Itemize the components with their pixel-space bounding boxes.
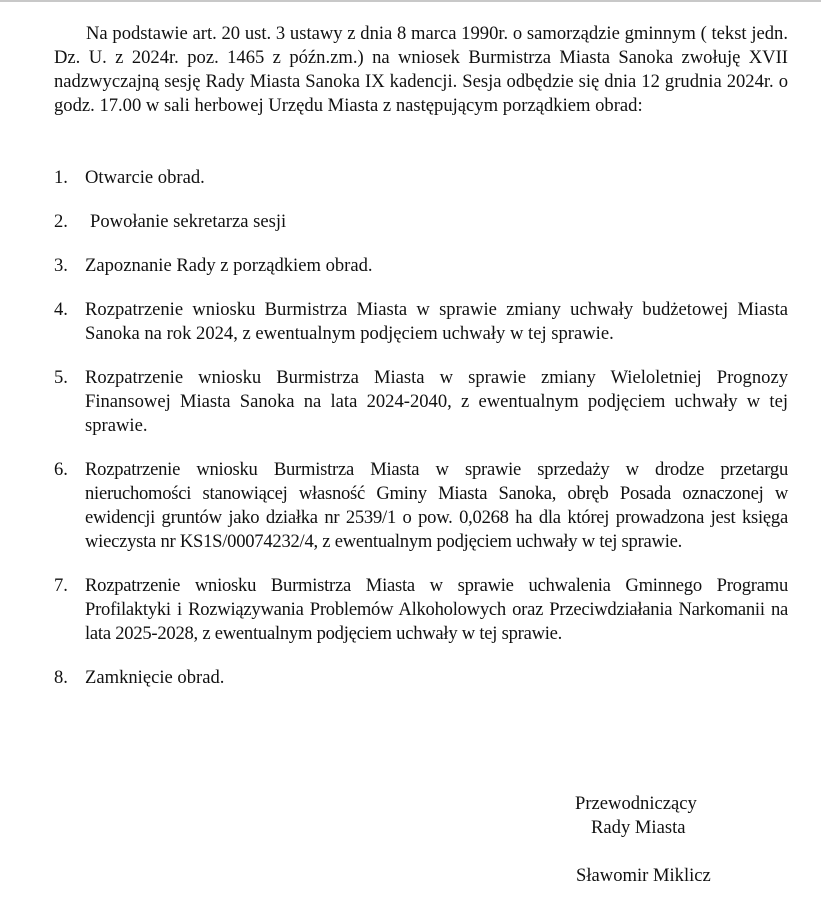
- agenda-item: [54, 458, 788, 554]
- signature-name: Sławomir Miklicz: [576, 865, 711, 886]
- top-divider: [0, 0, 821, 2]
- agenda-item-text: Zapoznanie Rady z porządkiem obrad.: [85, 255, 373, 276]
- agenda-item: [54, 254, 788, 278]
- agenda-list: [54, 166, 788, 710]
- agenda-item-number: 7.: [54, 575, 68, 596]
- agenda-item-text: Rozpatrzenie wniosku Burmistrza Miasta w sprawie uchwalenia Gminnego Programu Profilaktyki i Rozwiązywania Problemów Alkoholowych oraz Przeciwdziałania Narkomanii na lata 2025-2028, z ewentualnym podjęciem uchwały w tej sprawie.: [85, 575, 788, 644]
- agenda-item: [54, 666, 788, 690]
- signature-subtitle: Rady Miasta: [591, 817, 686, 838]
- agenda-item-number: 5.: [54, 367, 68, 388]
- agenda-item-text: Rozpatrzenie wniosku Burmistrza Miasta w sprawie zmiany uchwały budżetowej Miasta Sanoka na rok 2024, z ewentualnym podjęciem uchwały w tej sprawie.: [85, 299, 788, 344]
- intro-paragraph: Na podstawie art. 20 ust. 3 ustawy z dnia 8 marca 1990r. o samorządzie gminnym ( tekst jedn. Dz. U. z 2024r. poz. 1465 z późn.zm.) na wniosek Burmistrza Miasta Sanoka zwołuję XVII nadzwyczajną sesję Rady Miasta Sanoka IX kadencji. Sesja odbędzie się dnia 12 grudnia 2024r. o godz. 17.00 w sali herbowej Urzędu Miasta z następującym porządkiem obrad:: [54, 23, 788, 116]
- signature-block: [575, 792, 735, 888]
- agenda-item: [54, 298, 788, 346]
- agenda-item-text: Powołanie sekretarza sesji: [90, 211, 287, 232]
- agenda-item-number: 4.: [54, 299, 68, 320]
- agenda-item-text: Rozpatrzenie wniosku Burmistrza Miasta w sprawie sprzedaży w drodze przetargu nieruchomości stanowiącej własność Gminy Miasta Sanoka, obręb Posada oznaczonej w ewidencji gruntów jako działka nr 2539/1 o pow. 0,0268 ha dla której prowadzona jest księga wieczysta nr KS1S/00074232/4, z ewentualnym podjęciem uchwały w tej sprawie.: [85, 459, 788, 552]
- agenda-item-text: Rozpatrzenie wniosku Burmistrza Miasta w sprawie zmiany Wieloletniej Prognozy Finansowej Miasta Sanoka na lata 2024-2040, z ewentualnym podjęciem uchwały w tej sprawie.: [85, 367, 788, 436]
- agenda-item-number: 8.: [54, 667, 68, 688]
- agenda-item: [54, 166, 788, 190]
- agenda-item-text: Otwarcie obrad.: [85, 167, 205, 188]
- agenda-item-number: 6.: [54, 459, 68, 480]
- signature-title: Przewodniczący: [575, 793, 697, 814]
- agenda-item-number: 1.: [54, 167, 68, 188]
- agenda-item: [54, 210, 788, 234]
- agenda-item: [54, 574, 788, 646]
- agenda-item-text: Zamknięcie obrad.: [85, 667, 225, 688]
- agenda-item: [54, 366, 788, 438]
- agenda-item-number: 2.: [54, 211, 68, 232]
- agenda-item-number: 3.: [54, 255, 68, 276]
